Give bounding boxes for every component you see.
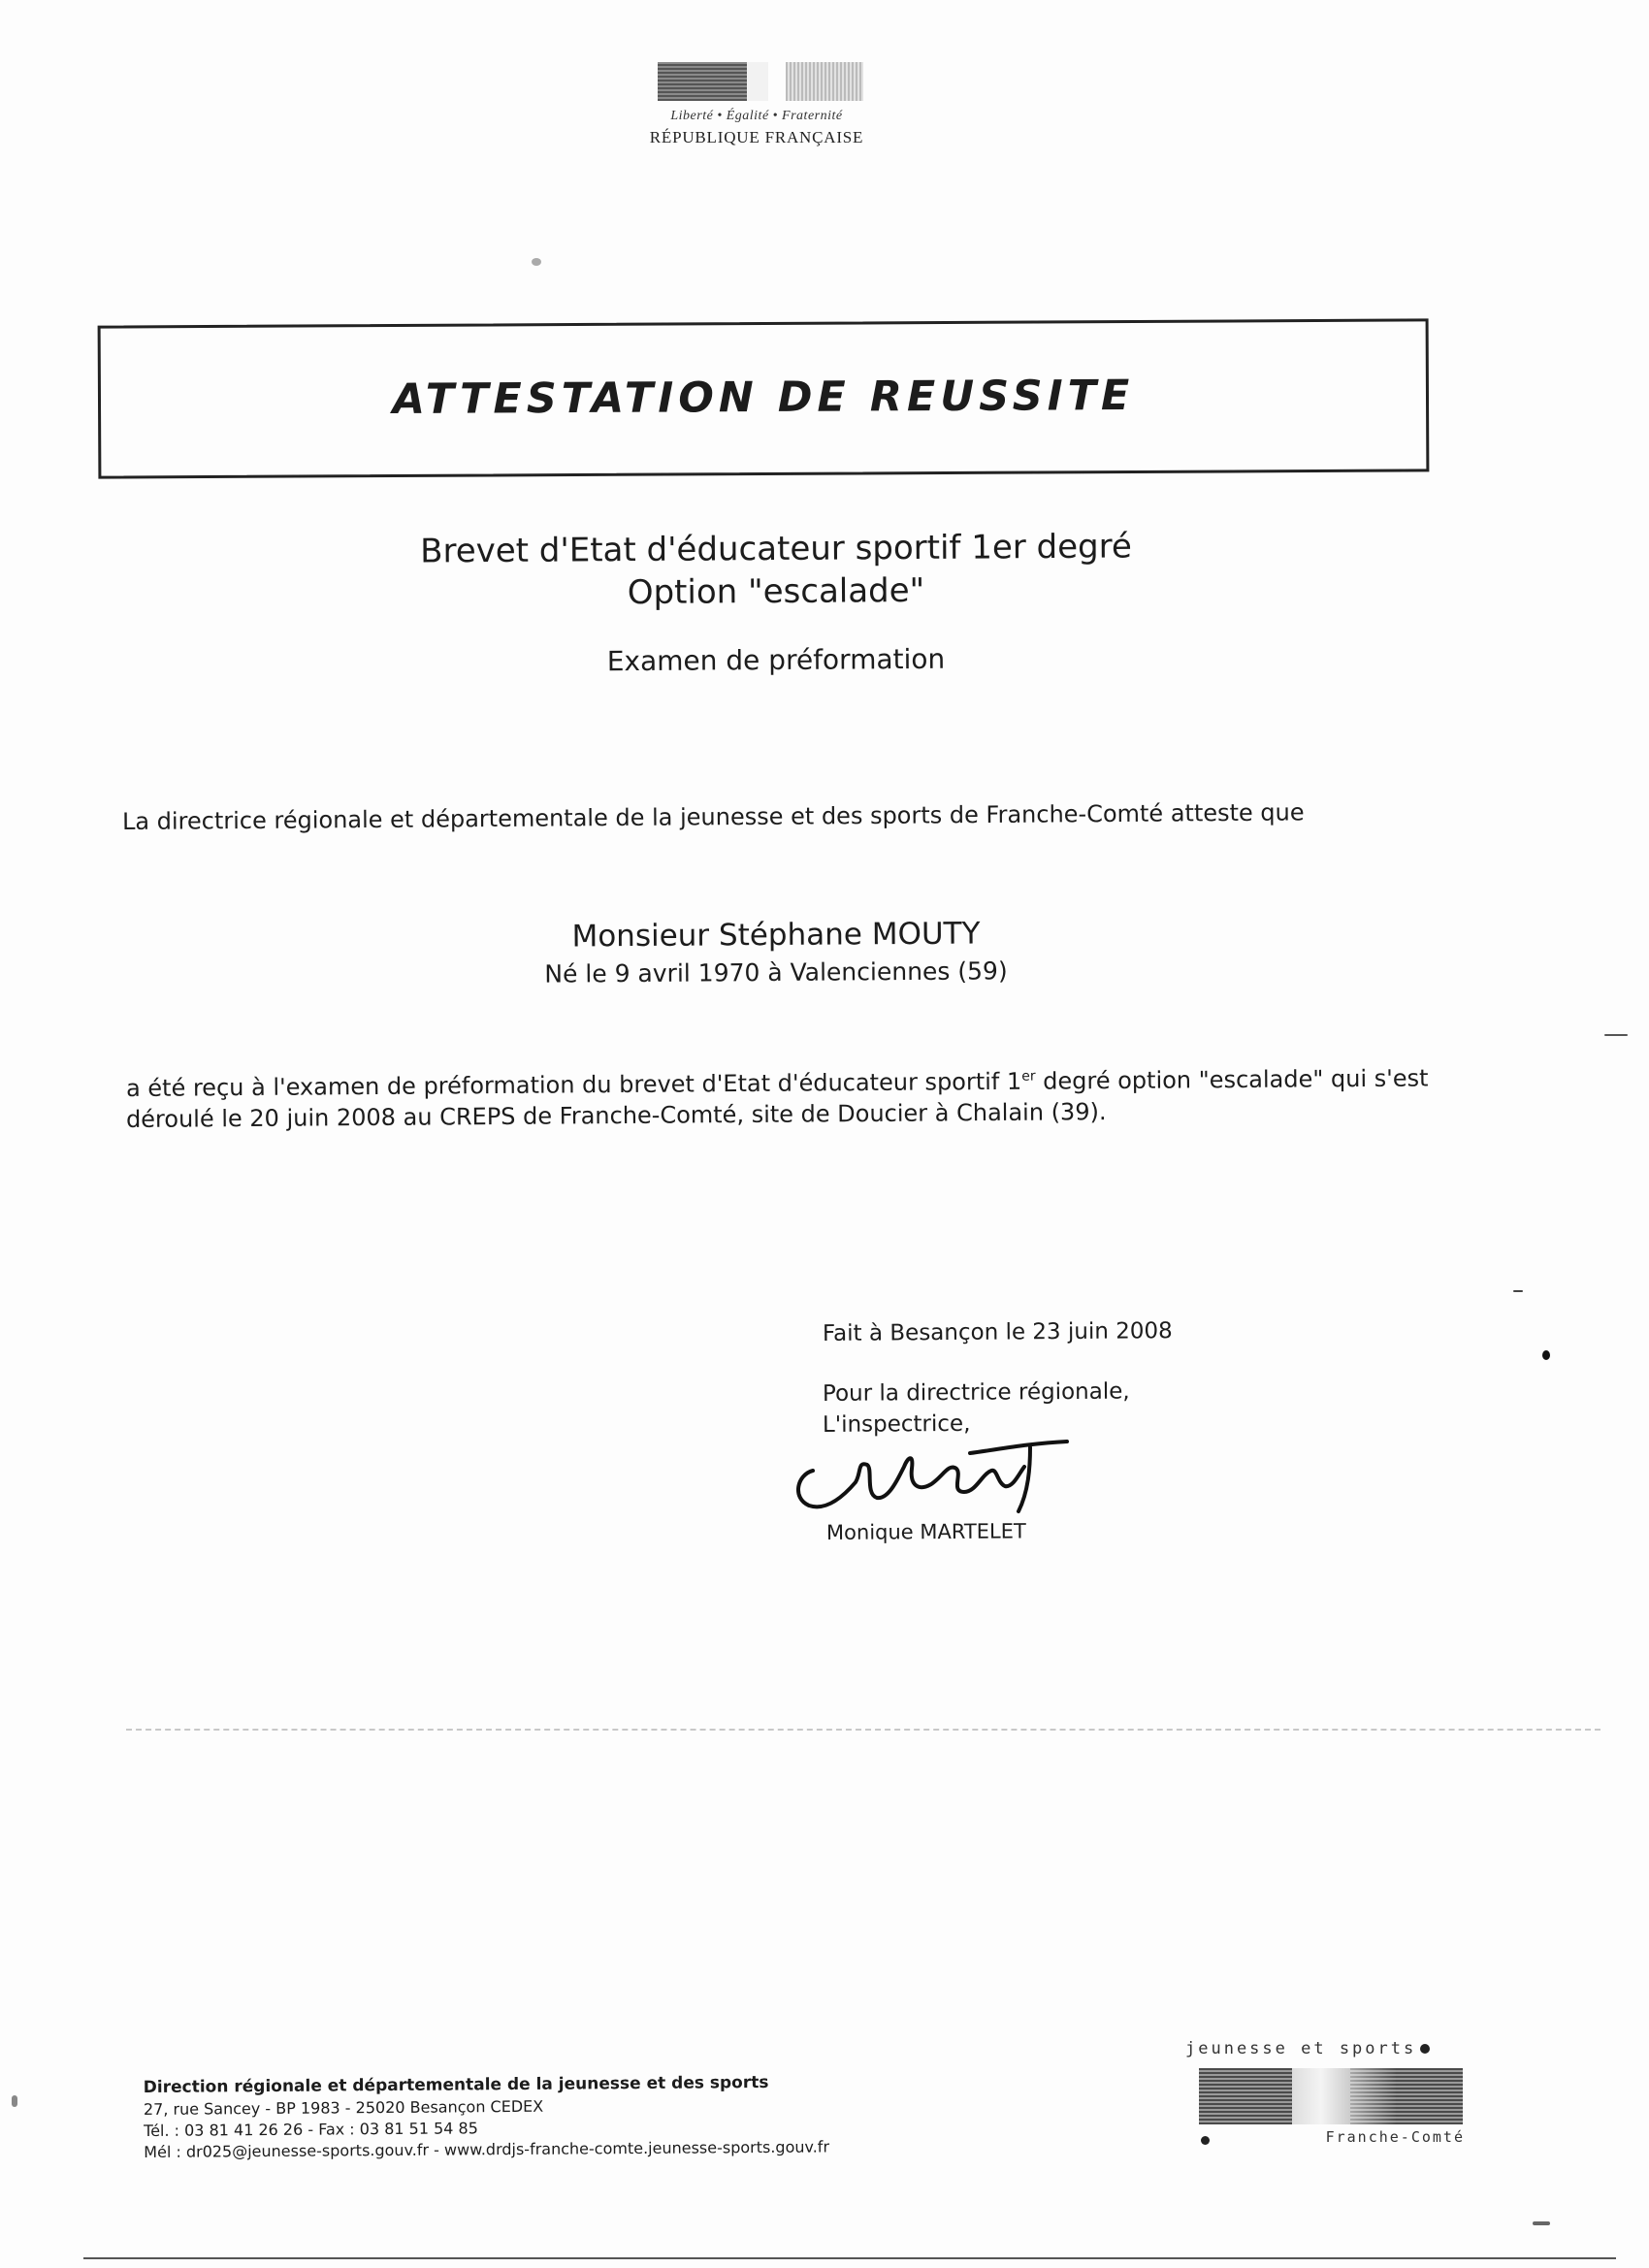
marianne-flag-icon <box>650 56 863 103</box>
result-line-1 <box>126 1064 1429 1102</box>
diploma-option: Option "escalade" <box>627 570 925 613</box>
logo-dot-icon <box>1420 2044 1430 2054</box>
scan-speck <box>1513 1290 1523 1292</box>
logo-region: Franche-Comté <box>1325 2128 1465 2146</box>
scan-speck <box>1604 1034 1628 1036</box>
place-and-date: Fait à Besançon le 23 juin 2008 <box>822 1318 1173 1346</box>
scan-speck <box>532 258 541 266</box>
footer-phone-fax: Tél. : 03 81 41 26 26 - Fax : 03 81 51 54 85 <box>144 2119 478 2140</box>
logo-corner-dot-icon <box>1201 2136 1210 2145</box>
result-line-1-end: degré option "escalade" qui s'est <box>1035 1064 1429 1095</box>
footer-organisation: Direction régionale et départementale de la jeunesse et des sports <box>143 2072 769 2098</box>
scan-speck <box>12 2095 17 2107</box>
document-title: ATTESTATION DE REUSSITE <box>392 371 1135 425</box>
republic-name: RÉPUBLIQUE FRANÇAISE <box>649 128 864 146</box>
bottom-rule <box>83 2257 1616 2259</box>
intro-paragraph: La directrice régionale et départementale de la jeunesse et des sports de Franche-Comté atteste que <box>121 798 1305 835</box>
logo-band-highlight <box>1292 2068 1350 2124</box>
footer-mail-web: Mél : dr025@jeunesse-sports.gouv.fr - www.drdjs-franche-comte.jeunesse-sports.gouv.fr <box>144 2137 830 2161</box>
republic-motto: Liberté • Égalité • Fraternité <box>670 109 843 123</box>
scan-speck <box>1533 2221 1550 2225</box>
exam-name: Examen de préformation <box>606 642 946 678</box>
diploma-name: Brevet d'Etat d'éducateur sportif 1er degré <box>420 527 1132 571</box>
ordinal-suffix: er <box>1021 1068 1036 1085</box>
jeunesse-et-sports-logo <box>1185 2039 1467 2155</box>
candidate-name: Monsieur Stéphane MOUTY <box>571 916 981 955</box>
title-box <box>98 318 1430 478</box>
result-line-2: déroulé le 20 juin 2008 au CREPS de Franche-Comté, site de Doucier à Chalain (39). <box>125 1098 1107 1133</box>
logo-title: jeunesse et sports <box>1185 2039 1417 2058</box>
signatory-name: Monique MARTELET <box>825 1519 1026 1544</box>
on-behalf-of: Pour la directrice régionale, <box>822 1378 1130 1407</box>
candidate-birth: Né le 9 avril 1970 à Valenciennes (59) <box>544 956 1008 988</box>
scan-speck <box>1542 1350 1550 1360</box>
result-line-1-start: a été reçu à l'examen de préformation du brevet d'Etat d'éducateur sportif 1 <box>125 1067 1022 1102</box>
republique-francaise-logo <box>640 56 873 147</box>
footer-address-block <box>144 2070 829 2163</box>
logo-top-text <box>1185 2039 1430 2058</box>
section-divider <box>126 1729 1600 1731</box>
signatory-role: L'inspectrice, <box>822 1410 971 1438</box>
footer-address: 27, rue Sancey - BP 1983 - 25020 Besançon CEDEX <box>143 2096 544 2119</box>
